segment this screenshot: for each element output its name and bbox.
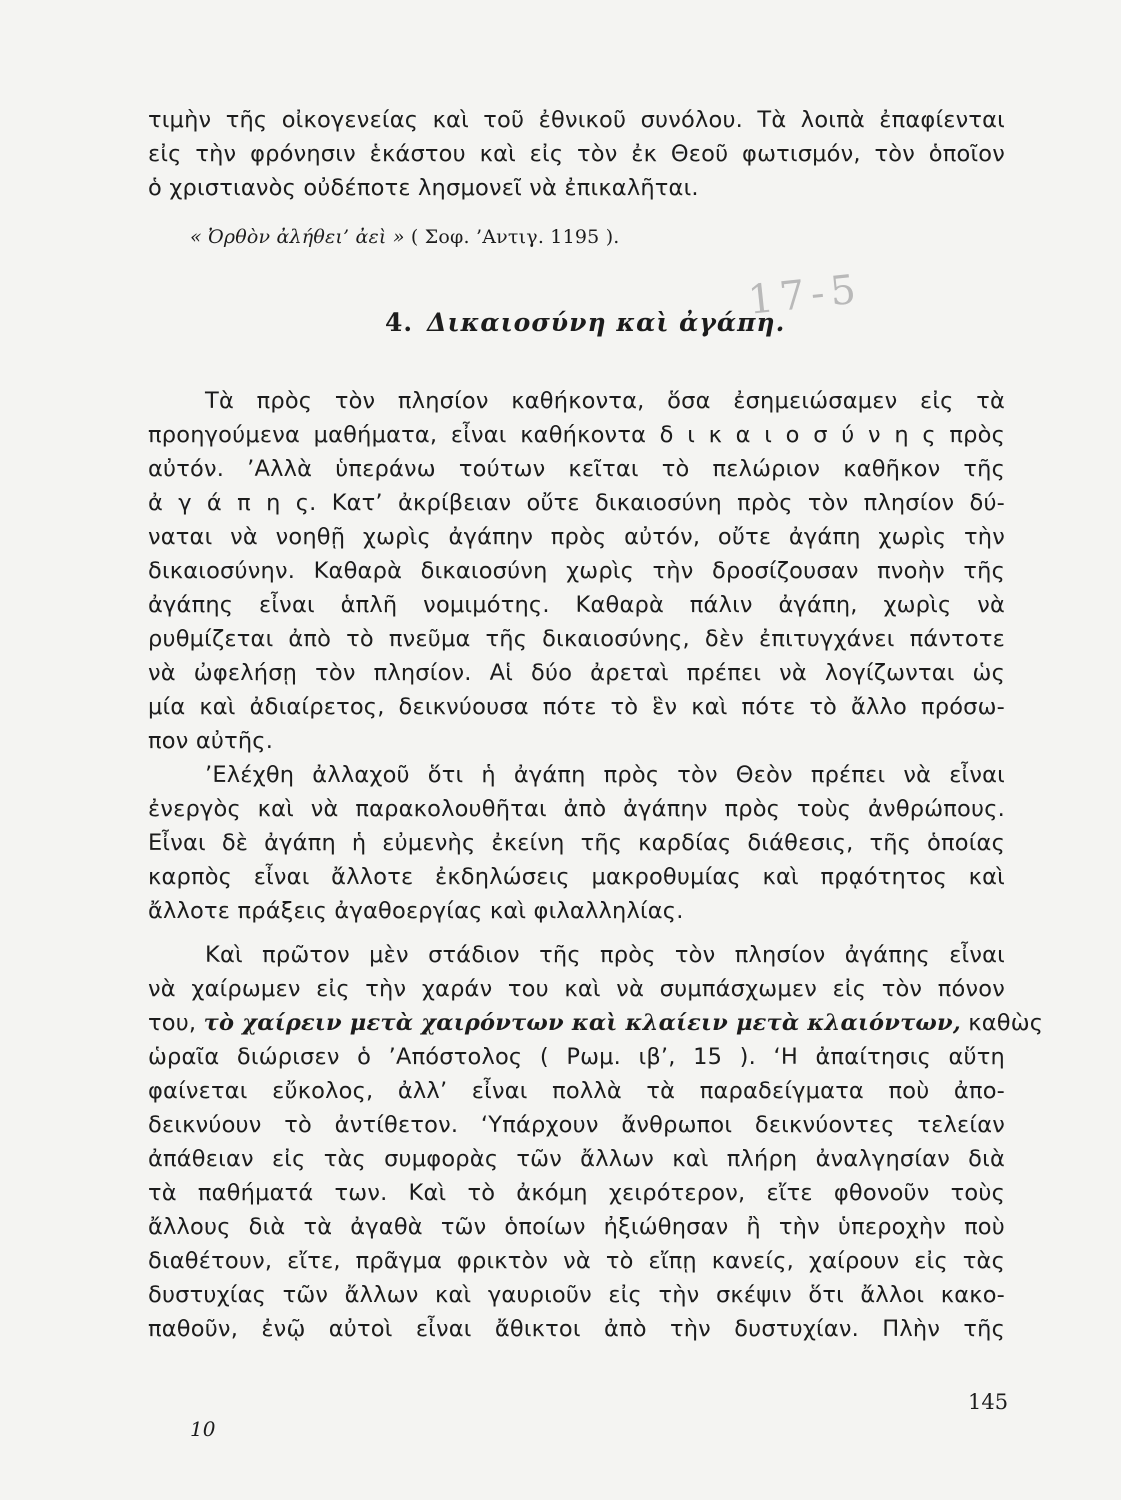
text-line: Καὶ πρῶτον μὲν στάδιον τῆς πρὸς τὸν πλησίον ἀγάπης εἶναι — [205, 942, 1005, 968]
text-line: ὡραῖα διώρισεν ὁ ’Απόστολος ( Ρωμ. ιβ’, 15 ). ‘Η ἀπαίτησις αὕτη — [148, 1044, 1005, 1070]
text-line: Εἶναι δὲ ἀγάπη ἡ εὐμενὴς ἐκείνη τῆς καρδίας διάθεσις, τῆς ὁποίας — [148, 830, 1005, 856]
text-line: ἀγάπης εἶναι ἁπλῆ νομιμότης. Καθαρὰ πάλιν ἀγάπη, χωρὶς νὰ — [148, 592, 1005, 618]
text-line: νὰ ὠφελήσῃ τὸν πλησίον. Αἱ δύο ἀρεταὶ πρέπει νὰ λογίζωνται ὡς — [148, 660, 1005, 686]
text-line: Τὰ πρὸς τὸν πλησίον καθήκοντα, ὅσα ἐσημειώσαμεν εἰς τὰ — [205, 388, 1005, 414]
text-line: ἐνεργὸς καὶ νὰ παρακολουθῆται ἀπὸ ἀγάπην πρὸς τοὺς ἀνθρώπους. — [148, 796, 1005, 822]
text-line: φαίνεται εὔκολος, ἀλλ’ εἶναι πολλὰ τὰ παραδείγματα ποὺ ἀπο- — [148, 1078, 1005, 1104]
text-fragment: καθὼς — [968, 1010, 1044, 1036]
handwritten-mark: 17-5 — [745, 266, 864, 324]
text-line: ναται νὰ νοηθῇ χωρὶς ἀγάπην πρὸς αὐτόν, οὔτε ἀγάπη χωρὶς τὴν — [148, 524, 1005, 550]
text-line: δυστυχίας τῶν ἄλλων καὶ γαυριοῦν εἰς τὴν σκέψιν ὅτι ἄλλοι κακο- — [148, 1282, 1005, 1308]
page-number: 145 — [968, 1390, 1009, 1414]
quote-reference: ( Σοφ. ’Αντιγ. 1195 ). — [410, 226, 620, 248]
signature-mark: 10 — [190, 1417, 216, 1441]
text-line: αὐτόν. ’Αλλὰ ὑπεράνω τούτων κεῖται τὸ πελώριον καθῆκον τῆς — [148, 456, 1005, 482]
text-line: νὰ χαίρωμεν εἰς τὴν χαράν του καὶ νὰ συμπάσχωμεν εἰς τὸν πόνον — [148, 976, 1005, 1002]
text-line: πον αὐτῆς. — [148, 728, 274, 754]
text-line: προηγούμενα μαθήματα, εἶναι καθήκοντα δ ι κ α ι ο σ ύ ν η ς πρὸς — [148, 422, 1005, 448]
text-line: ρυθμίζεται ἀπὸ τὸ πνεῦμα τῆς δικαιοσύνης, δὲν ἐπιτυγχάνει πάντοτε — [148, 626, 1005, 652]
section-number: 4. — [385, 308, 414, 337]
text-fragment: του, — [148, 1010, 197, 1036]
text-line: ὁ χριστιανὸς οὐδέποτε λησμονεῖ νὰ ἐπικαλῆται. — [148, 175, 699, 201]
text-line: δεικνύουν τὸ ἀντίθετον. ‘Υπάρχουν ἄνθρωποι δεικνύοντες τελείαν — [148, 1112, 1005, 1138]
text-line: τιμὴν τῆς οἰκογενείας καὶ τοῦ ἐθνικοῦ συνόλου. Τὰ λοιπὰ ἐπαφίενται — [148, 107, 1005, 133]
text-line: ἀπάθειαν εἰς τὰς συμφορὰς τῶν ἄλλων καὶ πλήρη ἀναλγησίαν διὰ — [148, 1146, 1005, 1172]
text-line: ἀ γ ά π η ς. Κατ’ ἀκρίβειαν οὔτε δικαιοσύνη πρὸς τὸν πλησίον δύ- — [148, 490, 1005, 516]
text-line: ἄλλοτε πράξεις ἀγαθοεργίας καὶ φιλαλληλίας. — [148, 898, 684, 924]
quotation — [190, 220, 1047, 254]
text-line: δικαιοσύνην. Καθαρὰ δικαιοσύνη χωρὶς τὴν δροσίζουσαν πνοὴν τῆς — [148, 558, 1005, 584]
text-line: μία καὶ ἀδιαίρετος, δεικνύουσα πότε τὸ ἓν καὶ πότε τὸ ἄλλο πρόσω- — [148, 694, 1005, 720]
scripture-quote: τὸ χαίρειν μετὰ χαιρόντων καὶ κλαίειν μετὰ κλαιόντων, — [203, 1010, 961, 1036]
text-line: ’Ελέχθη ἀλλαχοῦ ὅτι ἡ ἀγάπη πρὸς τὸν Θεὸν πρέπει νὰ εἶναι — [205, 762, 1005, 788]
text-line: παθοῦν, ἐνῷ αὐτοὶ εἶναι ἄθικτοι ἀπὸ τὴν δυστυχίαν. Πλὴν τῆς — [148, 1316, 1005, 1342]
text-line: ἄλλους διὰ τὰ ἀγαθὰ τῶν ὁποίων ἠξιώθησαν ἢ τὴν ὑπεροχὴν ποὺ — [148, 1214, 1005, 1240]
text-line: διαθέτουν, εἴτε, πρᾶγμα φρικτὸν νὰ τὸ εἴπῃ κανείς, χαίρουν εἰς τὰς — [148, 1248, 1005, 1274]
text-line: τὰ παθήματά των. Καὶ τὸ ἀκόμη χειρότερον, εἴτε φθονοῦν τοὺς — [148, 1180, 1005, 1206]
text-line: καρπὸς εἶναι ἄλλοτε ἐκδηλώσεις μακροθυμίας καὶ πρᾳότητος καὶ — [148, 864, 1005, 890]
text-line-with-quote — [148, 1006, 1044, 1040]
text-line: εἰς τὴν φρόνησιν ἑκάστου καὶ εἰς τὸν ἐκ Θεοῦ φωτισμόν, τὸν ὁποῖον — [148, 141, 1005, 167]
quote-text: « Ὀρθὸν ἀλήθει’ ἀεὶ » — [190, 226, 405, 248]
section-heading — [385, 308, 785, 337]
section-title: Δικαιοσύνη καὶ ἀγάπη. — [427, 308, 786, 337]
